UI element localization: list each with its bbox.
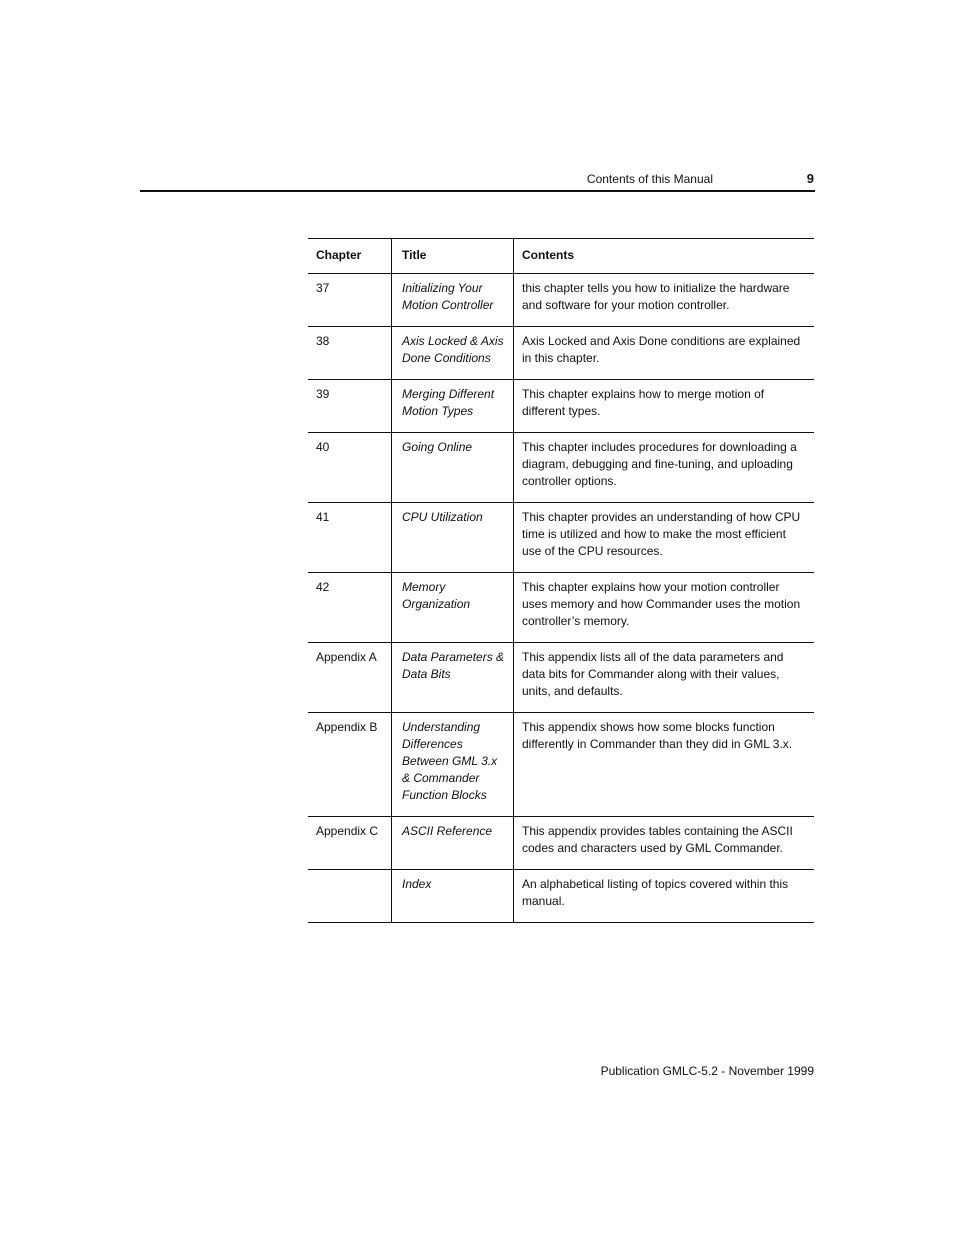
title-cell: CPU Utilization xyxy=(392,503,514,573)
table-row xyxy=(308,817,814,870)
title-cell: Understanding Differences Between GML 3.x & Commander Function Blocks xyxy=(392,713,514,817)
contents-cell: This appendix provides tables containing the ASCII codes and characters used by GML Commander. xyxy=(514,817,815,870)
chapter-cell: 37 xyxy=(308,274,392,327)
table-row xyxy=(308,713,814,817)
chapter-cell: 41 xyxy=(308,503,392,573)
table-row xyxy=(308,503,814,573)
title-cell: Axis Locked & Axis Done Conditions xyxy=(392,327,514,380)
table-row xyxy=(308,643,814,713)
table-row xyxy=(308,870,814,923)
title-cell: ASCII Reference xyxy=(392,817,514,870)
column-header-title: Title xyxy=(392,239,514,274)
contents-table xyxy=(308,238,814,923)
publication-footer: Publication GMLC-5.2 - November 1999 xyxy=(600,1064,814,1078)
table-row xyxy=(308,573,814,643)
header-section-title: Contents of this Manual xyxy=(586,172,713,186)
column-header-chapter: Chapter xyxy=(308,239,392,274)
page-header xyxy=(140,170,815,192)
table-row xyxy=(308,327,814,380)
contents-cell: An alphabetical listing of topics covered within this manual. xyxy=(514,870,815,923)
chapter-cell: Appendix C xyxy=(308,817,392,870)
chapter-cell: 38 xyxy=(308,327,392,380)
table-header-row xyxy=(308,239,814,274)
contents-cell: Axis Locked and Axis Done conditions are explained in this chapter. xyxy=(514,327,815,380)
contents-cell: This chapter includes procedures for downloading a diagram, debugging and fine-tuning, and uploading controller options. xyxy=(514,433,815,503)
chapter-cell xyxy=(308,870,392,923)
title-cell: Data Parameters & Data Bits xyxy=(392,643,514,713)
chapter-cell: Appendix B xyxy=(308,713,392,817)
page-number: 9 xyxy=(806,171,814,186)
title-cell: Merging Different Motion Types xyxy=(392,380,514,433)
column-header-contents: Contents xyxy=(514,239,815,274)
table-row xyxy=(308,274,814,327)
title-cell: Going Online xyxy=(392,433,514,503)
table-row xyxy=(308,380,814,433)
contents-cell: This chapter provides an understanding of how CPU time is utilized and how to make the most efficient use of the CPU resources. xyxy=(514,503,815,573)
contents-cell: This chapter explains how to merge motion of different types. xyxy=(514,380,815,433)
contents-cell: This chapter explains how your motion controller uses memory and how Commander uses the motion controller’s memory. xyxy=(514,573,815,643)
chapter-cell: 42 xyxy=(308,573,392,643)
chapter-cell: 40 xyxy=(308,433,392,503)
contents-cell: This appendix shows how some blocks function differently in Commander than they did in GML 3.x. xyxy=(514,713,815,817)
chapter-cell: Appendix A xyxy=(308,643,392,713)
contents-cell: This appendix lists all of the data parameters and data bits for Commander along with their values, units, and defaults. xyxy=(514,643,815,713)
title-cell: Initializing Your Motion Controller xyxy=(392,274,514,327)
table-row xyxy=(308,433,814,503)
title-cell: Index xyxy=(392,870,514,923)
contents-cell: this chapter tells you how to initialize the hardware and software for your motion controller. xyxy=(514,274,815,327)
title-cell: Memory Organization xyxy=(392,573,514,643)
chapter-cell: 39 xyxy=(308,380,392,433)
